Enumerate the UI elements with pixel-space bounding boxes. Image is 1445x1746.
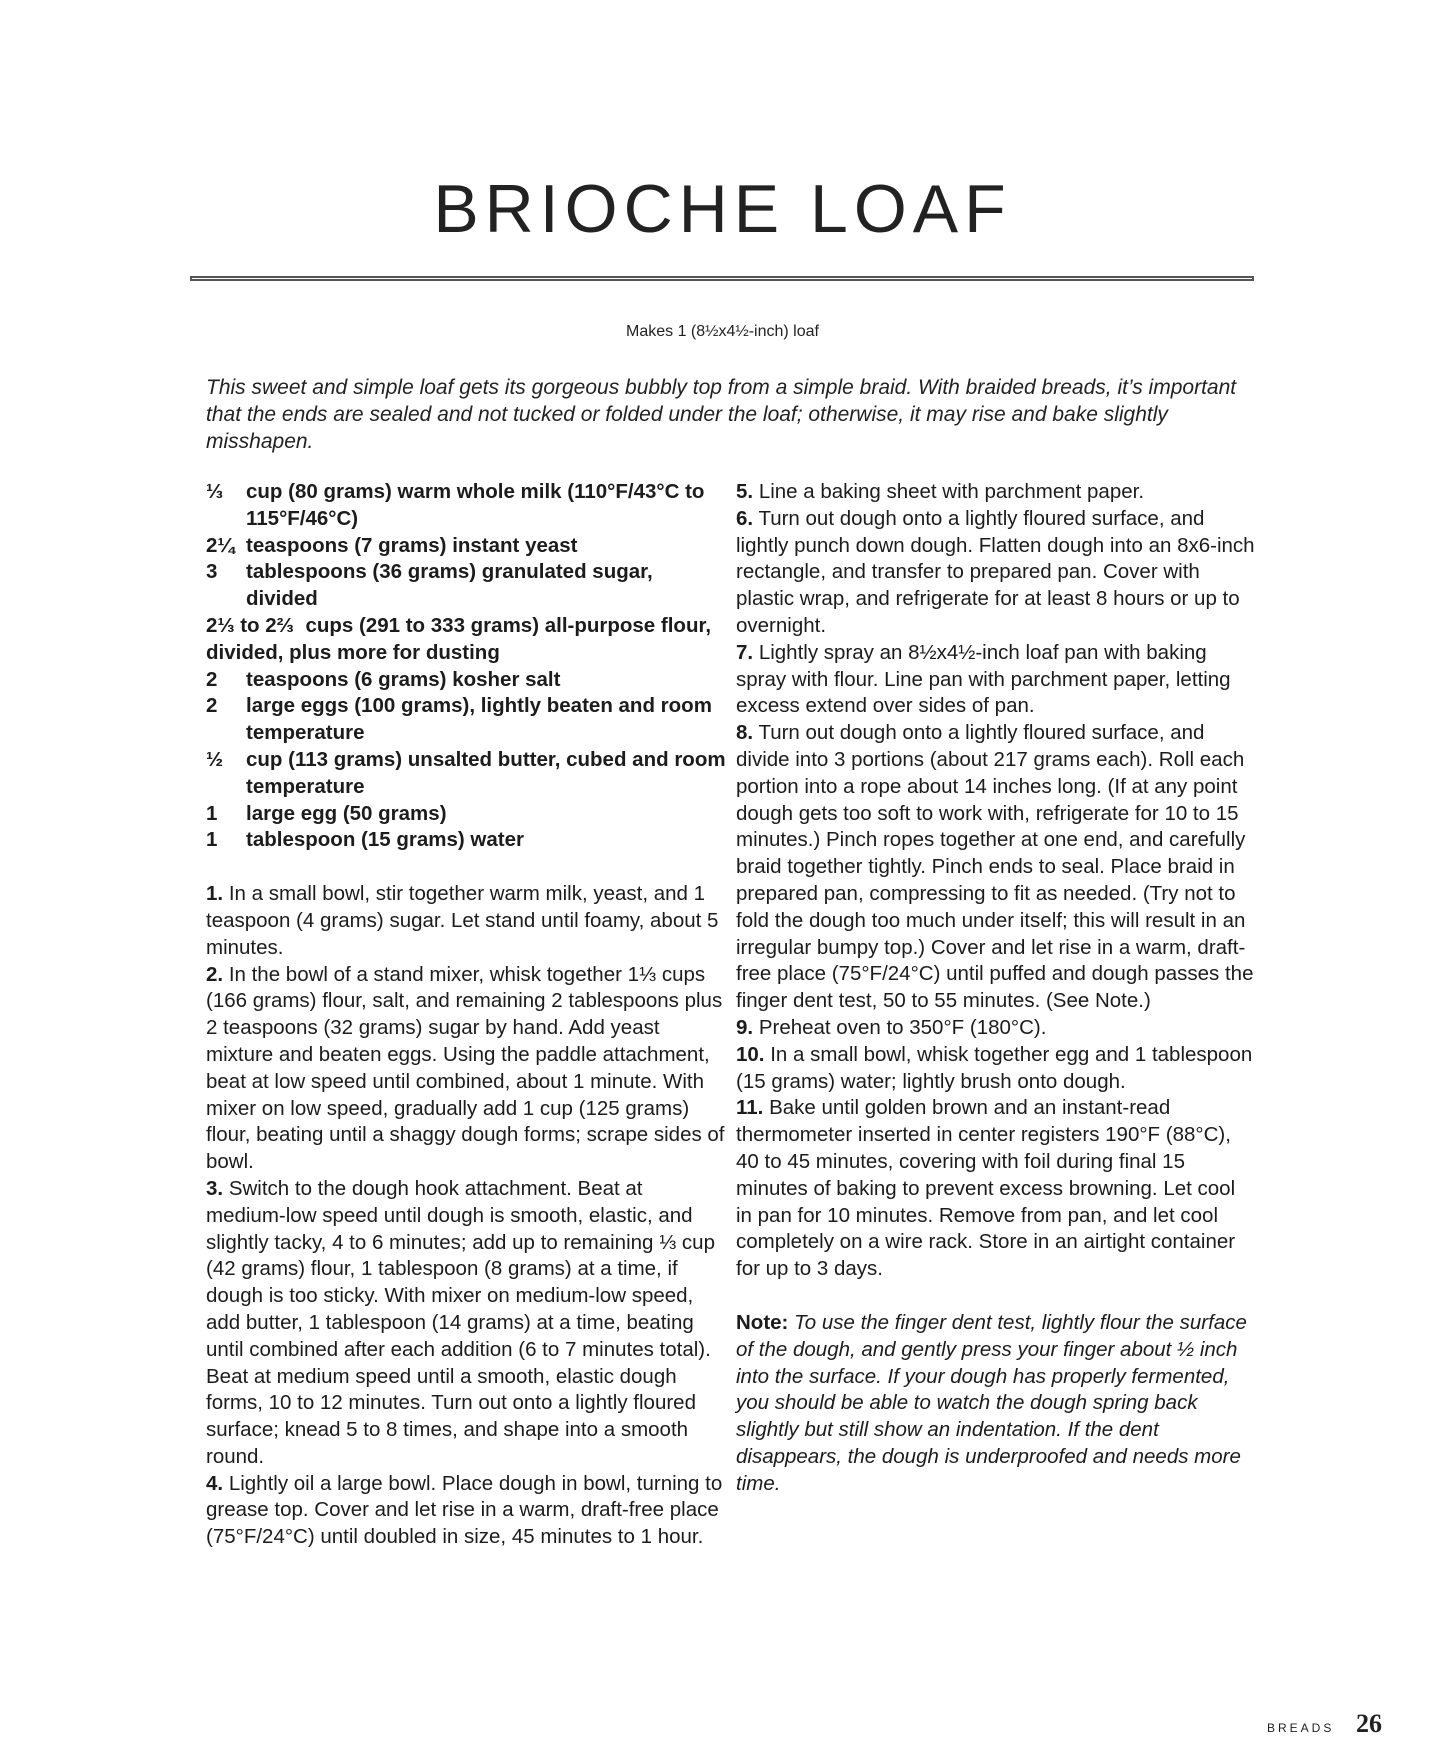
right-column [736, 479, 1256, 1497]
ingredient-qty: 2 [206, 694, 218, 718]
step-number: 11. [736, 1096, 764, 1120]
ingredient-qty: ½ [206, 747, 224, 771]
ingredient-text: tablespoons (36 grams) granulated sugar, divided [246, 560, 653, 611]
step-text: Lightly spray an 8½x4½-inch loaf pan with baking spray with flour. Line pan with parchment paper, letting excess extend over sides of pan. [736, 640, 1231, 718]
step-text: Preheat oven to 350°F (180°C). [758, 1015, 1047, 1039]
note-label: Note: [736, 1310, 789, 1334]
step-text: Bake until golden brown and an instant-read thermometer inserted in center registers 190°F (88°C), 40 to 45 minutes, covering with foil during final 15 minutes of baking to prevent excess browning. Let cool in pan for 10 minutes. Remove from pan, and let cool completely on a wire rack. Store in an airtight container for up to 3 days. [736, 1096, 1236, 1281]
method-step [206, 1471, 726, 1551]
step-text: Lightly oil a large bowl. Place dough in bowl, turning to grease top. Cover and let rise in a warm, draft-free place (75°F/24°C) until doubled in size, 45 minutes to 1 hour. [206, 1471, 723, 1549]
step-text: Turn out dough onto a lightly floured surface, and divide into 3 portions (about 217 grams each). Roll each portion into a rope about 14 inches long. (If at any point dough gets too soft to work with, refrigerate for 10 to 15 minutes.) Pinch ropes together at one end, and carefully braid together tightly. Pinch ends to seal. Place braid in prepared pan, compressing to fit as needed. (Try not to fold the dough too much under itself; this will result in an irregular bumpy top.) Cover and let rise in a warm, draft-free place (75°F/24°C) until puffed and dough passes the finger dent test, 50 to 55 minutes. (See Note.) [736, 721, 1254, 1013]
step-text: Switch to the dough hook attachment. Beat at medium-low speed until dough is smooth, elastic, and slightly tacky, 4 to 6 minutes; add up to remaining ⅓ cup (42 grams) flour, 1 tablespoon (8 grams) at a time, if dough is too sticky. With mixer on medium-low speed, add butter, 1 tablespoon (14 grams) at a time, beating until combined after each addition (6 to 7 minutes total). Beat at medium speed until a smooth, elastic dough forms, 10 to 12 minutes. Turn out onto a lightly floured surface; knead 5 to 8 times, and shape into a smooth round. [206, 1176, 715, 1468]
ingredient-text: cup (80 grams) warm whole milk (110°F/43°C to 115°F/46°C) [246, 480, 705, 530]
method-step [736, 720, 1256, 1015]
method-step [736, 506, 1256, 640]
ingredient-item [206, 533, 726, 560]
recipe-note [736, 1310, 1256, 1498]
ingredient-item [206, 693, 726, 747]
ingredient-text: cups (291 to 333 grams) all-purpose flour, divided, plus more for dusting [206, 613, 712, 664]
method-step [736, 1015, 1256, 1042]
ingredient-text: teaspoons (6 grams) kosher salt [246, 667, 561, 691]
ingredient-qty: 2⅓ to 2⅔ [206, 613, 294, 637]
ingredient-item [206, 667, 726, 694]
footer-section-label: BREADS [1267, 1721, 1335, 1735]
ingredient-item [206, 613, 726, 667]
step-number: 4. [206, 1471, 224, 1495]
step-number: 6. [736, 506, 754, 530]
step-number: 3. [206, 1176, 224, 1200]
step-number: 5. [736, 480, 754, 503]
method-step [736, 1042, 1256, 1096]
ingredient-text: tablespoon (15 grams) water [246, 828, 524, 852]
method-step [206, 1176, 726, 1471]
method-step [206, 962, 726, 1176]
left-column [206, 479, 726, 1551]
ingredient-text: large eggs (100 grams), lightly beaten and room temperature [246, 694, 712, 745]
recipe-intro: This sweet and simple loaf gets its gorgeous bubbly top from a simple braid. With braided breads, it’s important that the ends are sealed and not tucked or folded under the loaf; otherwise, it may rise and bake slightly misshapen. [206, 376, 1237, 453]
method-step [206, 881, 726, 961]
ingredient-item [206, 801, 726, 828]
method-step [736, 479, 1256, 506]
step-number: 8. [736, 721, 754, 745]
ingredient-qty: 1 [206, 801, 218, 825]
step-text: Turn out dough onto a lightly floured surface, and lightly punch down dough. Flatten dough into an 8x6-inch rectangle, and transfer to prepared pan. Cover with plastic wrap, and refrigerate for at least 8 hours or up to overnight. [736, 506, 1255, 637]
ingredient-text: large egg (50 grams) [246, 801, 447, 825]
step-number: 9. [736, 1015, 754, 1039]
step-text: In a small bowl, stir together warm milk, yeast, and 1 teaspoon (4 grams) sugar. Let stand until foamy, about 5 minutes. [206, 882, 719, 959]
step-text: Line a baking sheet with parchment paper. [758, 480, 1145, 503]
method-step [736, 640, 1256, 720]
ingredient-qty: 3 [206, 560, 218, 584]
ingredient-qty: 2¼ [206, 533, 235, 557]
ingredient-qty: ⅓ [206, 480, 224, 503]
ingredient-text: teaspoons (7 grams) instant yeast [246, 533, 578, 557]
ingredient-item [206, 479, 726, 533]
ingredient-qty: 1 [206, 828, 218, 852]
method-step [736, 1095, 1256, 1283]
step-number: 2. [206, 962, 224, 986]
ingredient-item [206, 559, 726, 613]
note-text: To use the finger dent test, lightly flour the surface of the dough, and gently press your finger about ½ inch into the surface. If your dough has properly fermented, you should be able to watch the dough spring back slightly but still show an indentation. If the dent disappears, the dough is underproofed and needs more time. [736, 1310, 1247, 1495]
recipe-title: BRIOCHE LOAF [433, 171, 1012, 247]
title-rule [190, 276, 1254, 281]
page-number: 26 [1356, 1709, 1382, 1738]
step-number: 7. [736, 640, 754, 664]
ingredient-item [206, 827, 726, 854]
step-number: 1. [206, 882, 224, 906]
step-number: 10. [736, 1042, 765, 1066]
recipe-yield: Makes 1 (8½x4½-inch) loaf [626, 323, 819, 340]
ingredient-text: cup (113 grams) unsalted butter, cubed and room temperature [246, 747, 726, 798]
ingredient-qty: 2 [206, 667, 218, 691]
ingredient-list [206, 479, 726, 854]
step-text: In the bowl of a stand mixer, whisk together 1⅓ cups (166 grams) flour, salt, and remaining 2 tablespoons plus 2 teaspoons (32 grams) sugar by hand. Add yeast mixture and beaten eggs. Using the paddle attachment, beat at low speed until combined, about 1 minute. With mixer on low speed, gradually add 1 cup (125 grams) flour, beating until a shaggy dough forms; scrape sides of bowl. [206, 962, 725, 1174]
step-text: In a small bowl, whisk together egg and 1 tablespoon (15 grams) water; lightly brush onto dough. [736, 1042, 1253, 1093]
ingredient-item [206, 747, 726, 801]
